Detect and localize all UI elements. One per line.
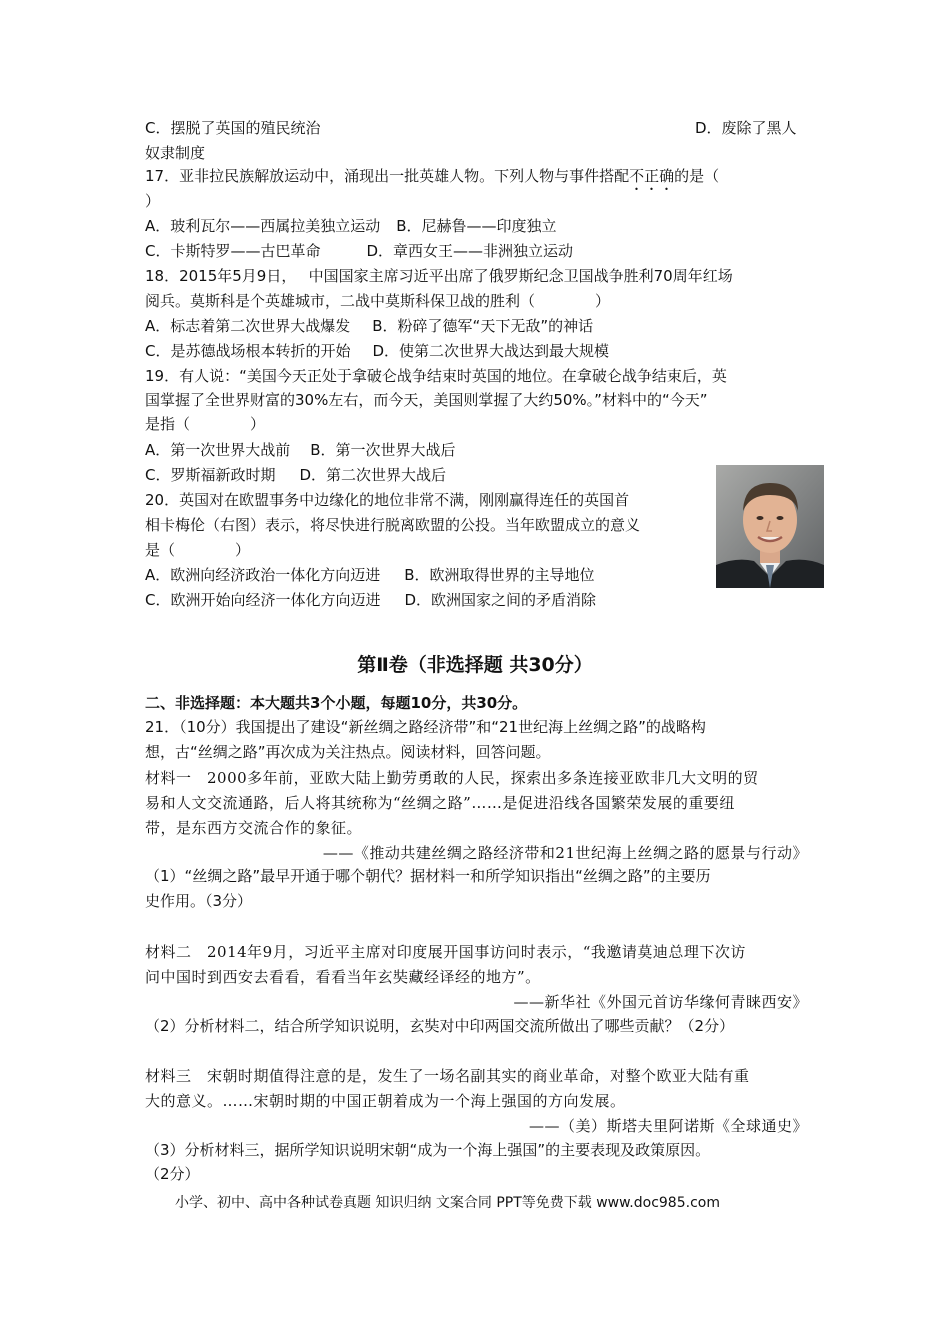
q17-option-c: C．卡斯特罗——古巴革命 [145, 242, 321, 260]
q20-option-b: B．欧洲取得世界的主导地位 [404, 566, 595, 584]
q20-line2: 相卡梅伦（右图）表示，将尽快进行脱离欧盟的公投。当年欧盟成立的意义 [145, 516, 641, 534]
q19-line3: 是指（ ） [145, 415, 266, 433]
q20-option-a: A．欧洲向经济政治一体化方向迈进 [145, 566, 381, 584]
q18-option-b: B．粉碎了德军“天下无敌”的神话 [372, 317, 594, 335]
q19-option-a: A．第一次世界大战前 [145, 441, 291, 459]
material2-line2: 问中国时到西安去看看，看看当年玄奘藏经译经的地方”。 [145, 968, 541, 986]
q17-options-cd [145, 241, 573, 261]
q19-option-d: D．第二次世界大战后 [299, 466, 447, 484]
q19-line2: 国掌握了全世界财富的30%左右，而今天，美国则掌握了大约50%。”材料中的“今天” [145, 391, 708, 409]
q16-option-c: C．摆脱了英国的殖民统治 [145, 119, 321, 137]
q20-options-cd [145, 590, 596, 610]
q18-option-d: D．使第二次世界大战达到最大规模 [372, 342, 610, 360]
material3-line1: 材料三 宋朝时期值得注意的是，发生了一场名副其实的商业革命，对整个欧亚大陆有重 [145, 1067, 750, 1085]
q19-option-b: B．第一次世界大战后 [310, 441, 456, 459]
q18-option-a: A．标志着第二次世界大战爆发 [145, 317, 351, 335]
q21-line1: 21．（10分）我国提出了建设“新丝绸之路经济带”和“21世纪海上丝绸之路”的战略构 [145, 718, 706, 736]
q16-option-d-cont: 奴隶制度 [145, 144, 206, 162]
part2-title: 第Ⅱ卷（非选择题 共30分） [357, 654, 593, 676]
q17-stem-pre: 17．亚非拉民族解放运动中，涌现出一批英雄人物。下列人物与事件搭配 [145, 167, 630, 185]
q17-option-d: D．章西女王——非洲独立运动 [366, 242, 574, 260]
portrait-illustration [716, 465, 824, 588]
q17-stem [145, 166, 719, 194]
material2-source: ——新华社《外国元首访华缘何青睐西安》 [513, 993, 808, 1011]
q19-option-c: C．罗斯福新政时期 [145, 466, 276, 484]
q17-stem-close: ） [145, 192, 161, 210]
material3-source: ——（美）斯塔夫里阿诺斯《全球通史》 [528, 1117, 808, 1135]
material1-line2: 易和人文交流通路，后人将其统称为“丝绸之路”……是促进沿线各国繁荣发展的重要纽 [145, 794, 735, 812]
q21-sub3-line2: （2分） [145, 1165, 200, 1183]
q20-line3: 是（ ） [145, 541, 251, 559]
q20-option-c: C．欧洲开始向经济一体化方向迈进 [145, 591, 381, 609]
q16-option-d: D．废除了黑人 [695, 119, 797, 137]
q18-line1: 18．2015年5月9日， 中国国家主席习近平出席了俄罗斯纪念卫国战争胜利70周年红场 [145, 267, 733, 285]
q19-options-cd [145, 465, 446, 485]
q17-stem-post: 的是（ [674, 167, 720, 185]
q21-sub3-line1: （3）分析材料三，据所学知识说明宋朝“成为一个海上强国”的主要表现及政策原因。 [145, 1141, 711, 1159]
material1-line1: 材料一 2000多年前，亚欧大陆上勤劳勇敢的人民，探索出多条连接亚欧非几大文明的贸 [145, 769, 759, 787]
material1-source: ——《推动共建丝绸之路经济带和21世纪海上丝绸之路的愿景与行动》 [322, 844, 808, 862]
q21-sub2: （2）分析材料二，结合所学知识说明，玄奘对中印两国交流所做出了哪些贡献？（2分） [145, 1017, 735, 1035]
section2-heading: 二、非选择题：本大题共3个小题，每题10分，共30分。 [145, 694, 528, 712]
q20-options-ab [145, 565, 595, 585]
footer-text: 小学、初中、高中各种试卷真题 知识归纳 文案合同 PPT等免费下载 www.doc985.com [175, 1195, 720, 1211]
material2-line1: 材料二 2014年9月，习近平主席对印度展开国事访问时表示，“我邀请莫迪总理下次访 [145, 943, 746, 961]
material3-line2: 大的意义。……宋朝时期的中国正朝着成为一个海上强国的方向发展。 [145, 1092, 626, 1110]
q17-options-ab [145, 216, 557, 236]
q19-line1: 19．有人说：“美国今天正处于拿破仑战争结束时英国的地位。在拿破仑战争结束后，英 [145, 367, 727, 385]
q20-option-d: D．欧洲国家之间的矛盾消除 [404, 591, 597, 609]
q18-options-ab [145, 316, 593, 336]
q18-options-cd [145, 341, 609, 361]
q18-option-c: C．是苏德战场根本转折的开始 [145, 342, 351, 360]
q21-sub1-line1: （1）“丝绸之路”最早开通于哪个朝代？据材料一和所学知识指出“丝绸之路”的主要历 [145, 867, 711, 885]
q17-option-b: B．尼赫鲁——印度独立 [396, 217, 557, 235]
q17-stem-emph: 不正确 [629, 167, 675, 185]
q21-sub1-line2: 史作用。（3分） [145, 892, 253, 910]
q19-options-ab [145, 440, 456, 460]
q21-line2: 想，古“丝绸之路”再次成为关注热点。阅读材料，回答问题。 [145, 743, 551, 761]
portrait-photo [716, 465, 824, 588]
q20-line1: 20．英国对在欧盟事务中边缘化的地位非常不满，刚刚赢得连任的英国首 [145, 491, 630, 509]
q17-option-a: A．玻利瓦尔——西属拉美独立运动 [145, 217, 381, 235]
material1-line3: 带，是东西方交流合作的象征。 [145, 819, 363, 837]
q18-line2: 阅兵。莫斯科是个英雄城市，二战中莫斯科保卫战的胜利（ ） [145, 292, 611, 310]
